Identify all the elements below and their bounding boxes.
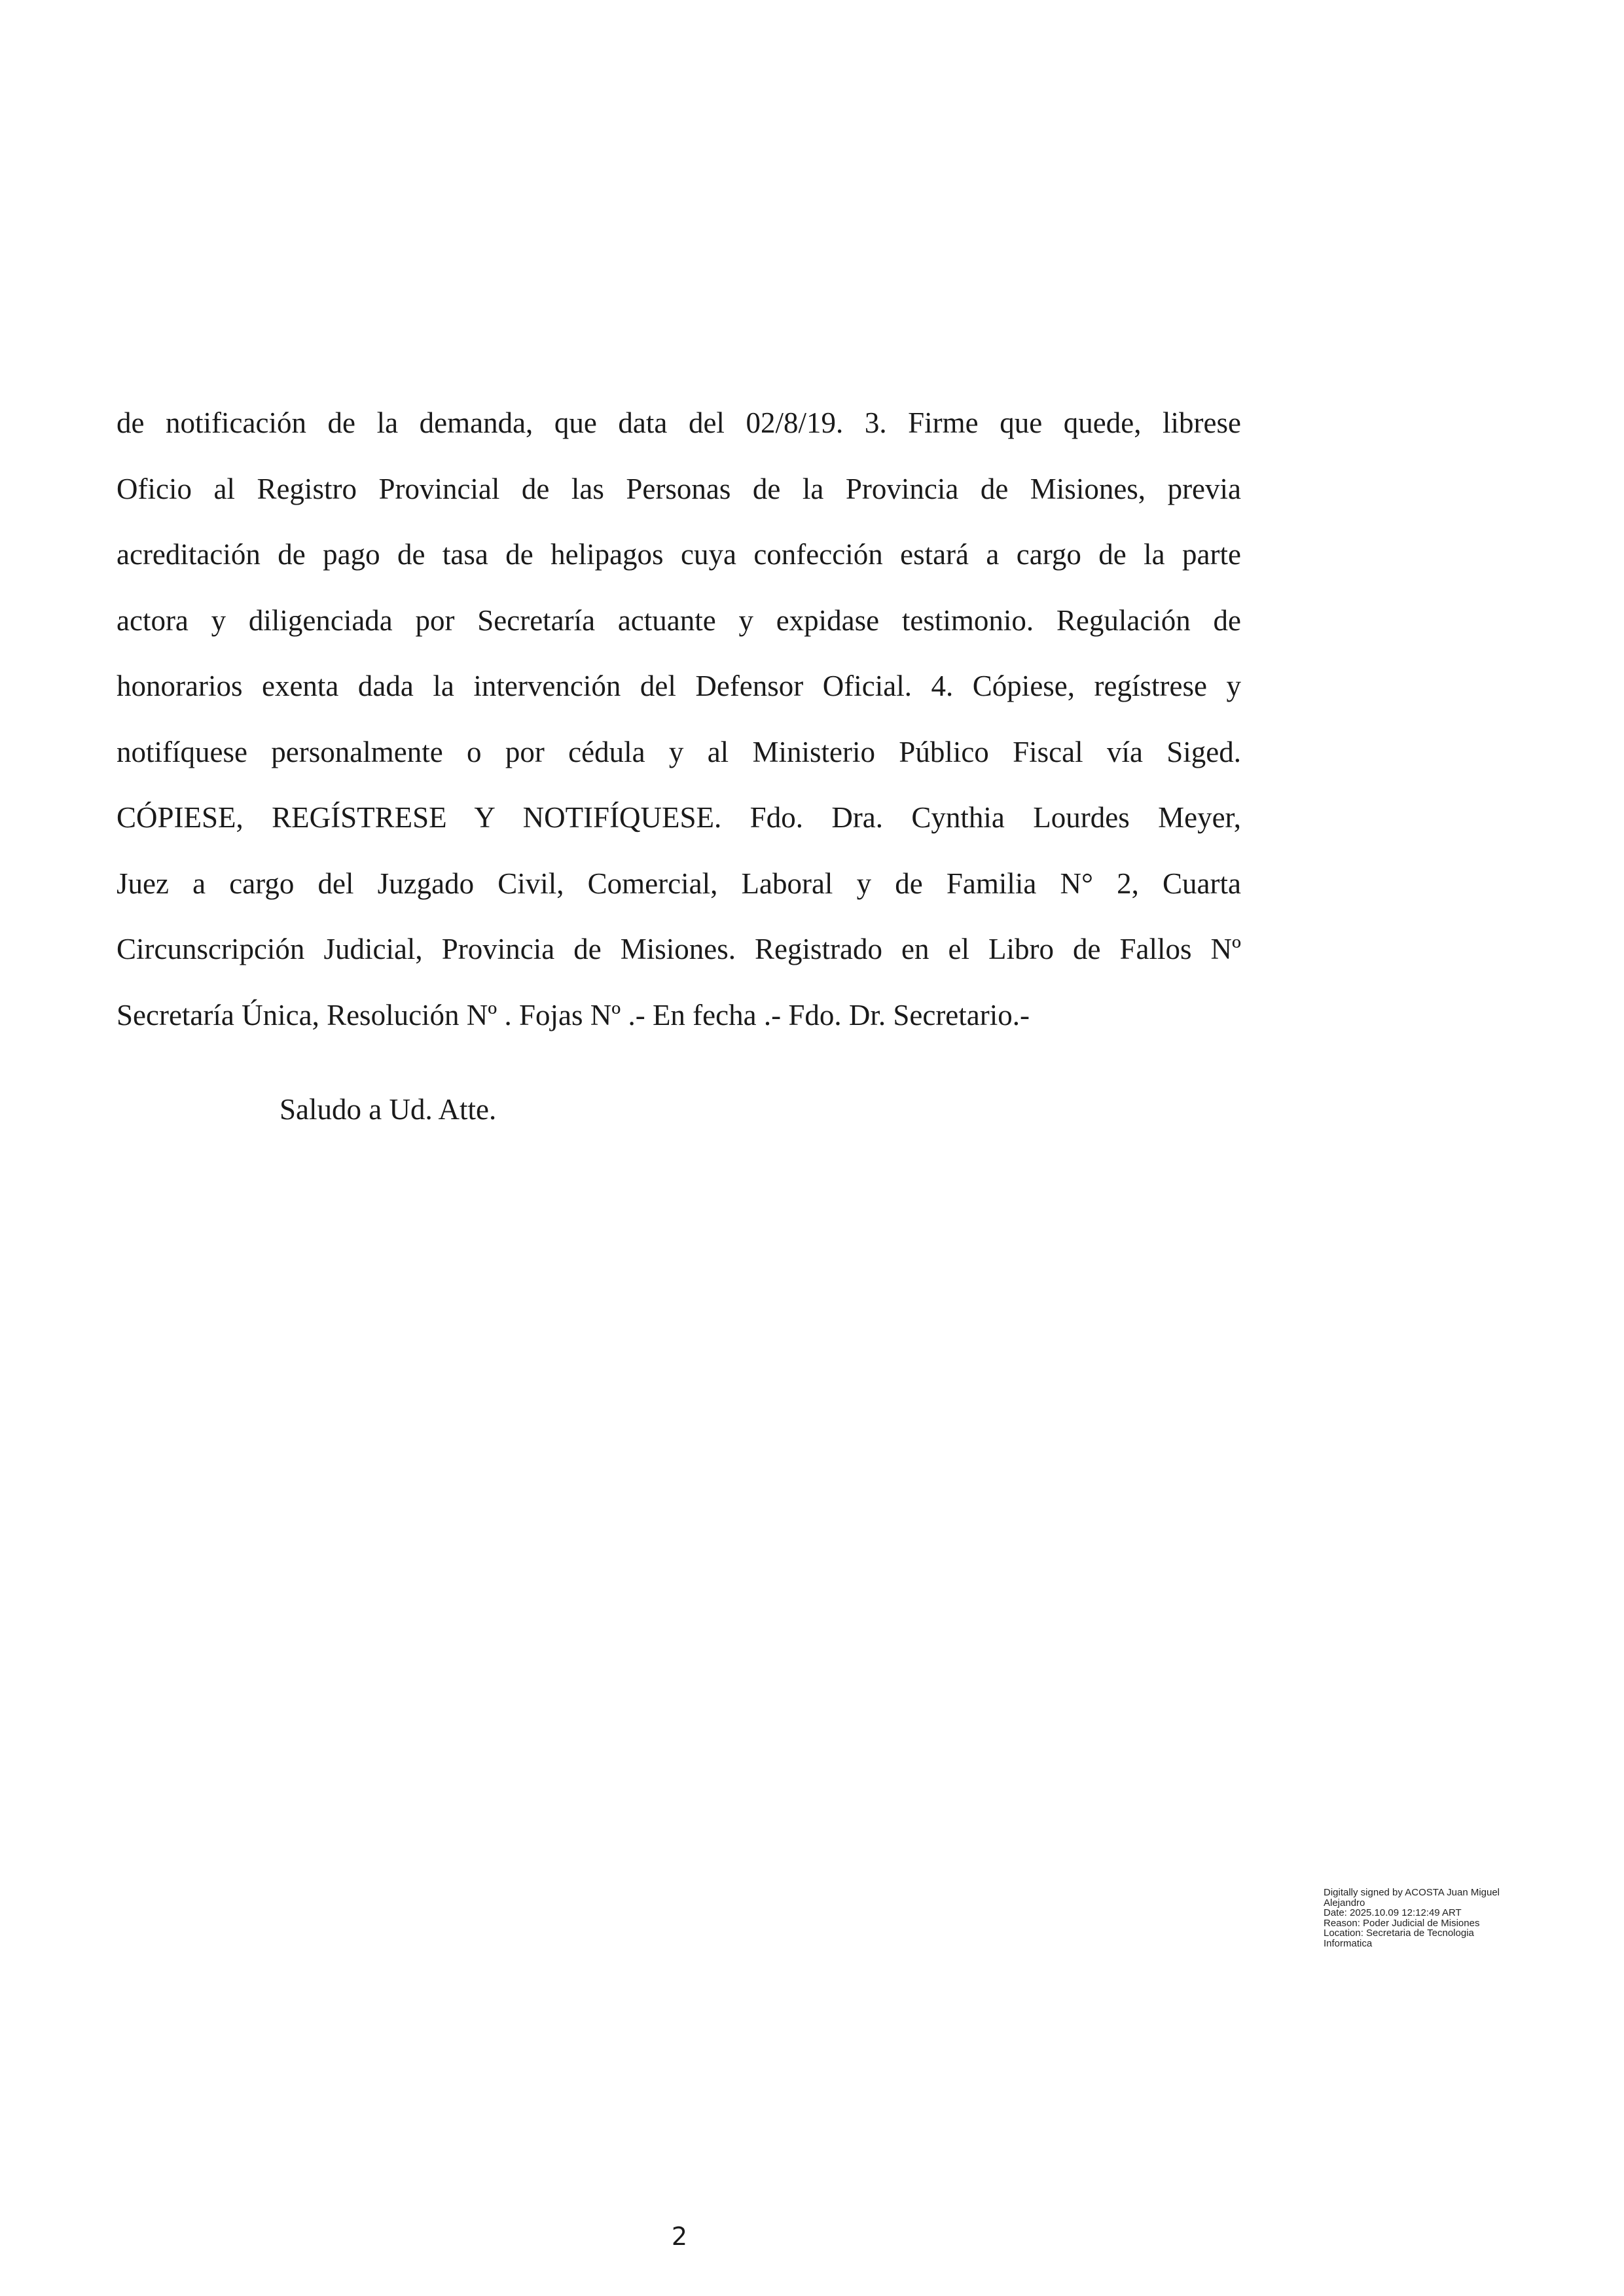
body-line: CÓPIESE, REGÍSTRESE Y NOTIFÍQUESE. Fdo. Dra. Cynthia Lourdes Meyer, (117, 801, 1241, 834)
body-line: actora y diligenciada por Secretaría actuante y expidase testimonio. Regulación de (117, 603, 1241, 637)
signature-line: Informatica (1324, 1937, 1373, 1949)
closing-salutation: Saludo a Ud. Atte. (280, 1093, 497, 1126)
digital-signature-stamp (1324, 1888, 1540, 1948)
signature-line: Location: Secretaria de Tecnologia (1324, 1928, 1474, 1939)
body-paragraph (117, 390, 1241, 1048)
signature-line: Alejandro (1324, 1897, 1365, 1909)
signature-line: Reason: Poder Judicial de Misiones (1324, 1917, 1480, 1929)
body-line: Secretaría Única, Resolución Nº . Fojas Nº .- En fecha .- Fdo. Dr. Secretario.- (117, 998, 1030, 1031)
body-line: acreditación de pago de tasa de helipagos cuya confección estará a cargo de la parte (117, 538, 1241, 571)
signature-line: Date: 2025.10.09 12:12:49 ART (1324, 1907, 1462, 1918)
body-line: Oficio al Registro Provincial de las Personas de la Provincia de Misiones, previa (117, 472, 1241, 505)
body-line: de notificación de la demanda, que data del 02/8/19. 3. Firme que quede, librese (117, 406, 1241, 439)
page-number: 2 (671, 2222, 688, 2251)
body-line: honorarios exenta dada la intervención del Defensor Oficial. 4. Cópiese, regístrese y (117, 670, 1241, 702)
body-line: Juez a cargo del Juzgado Civil, Comercial, Laboral y de Familia N° 2, Cuarta (117, 867, 1241, 900)
body-line: Circunscripción Judicial, Provincia de Misiones. Registrado en el Libro de Fallos Nº (117, 933, 1241, 965)
signature-line: Digitally signed by ACOSTA Juan Miguel (1324, 1887, 1500, 1898)
body-line: notifíquese personalmente o por cédula y al Ministerio Público Fiscal vía Siged. (117, 735, 1241, 768)
